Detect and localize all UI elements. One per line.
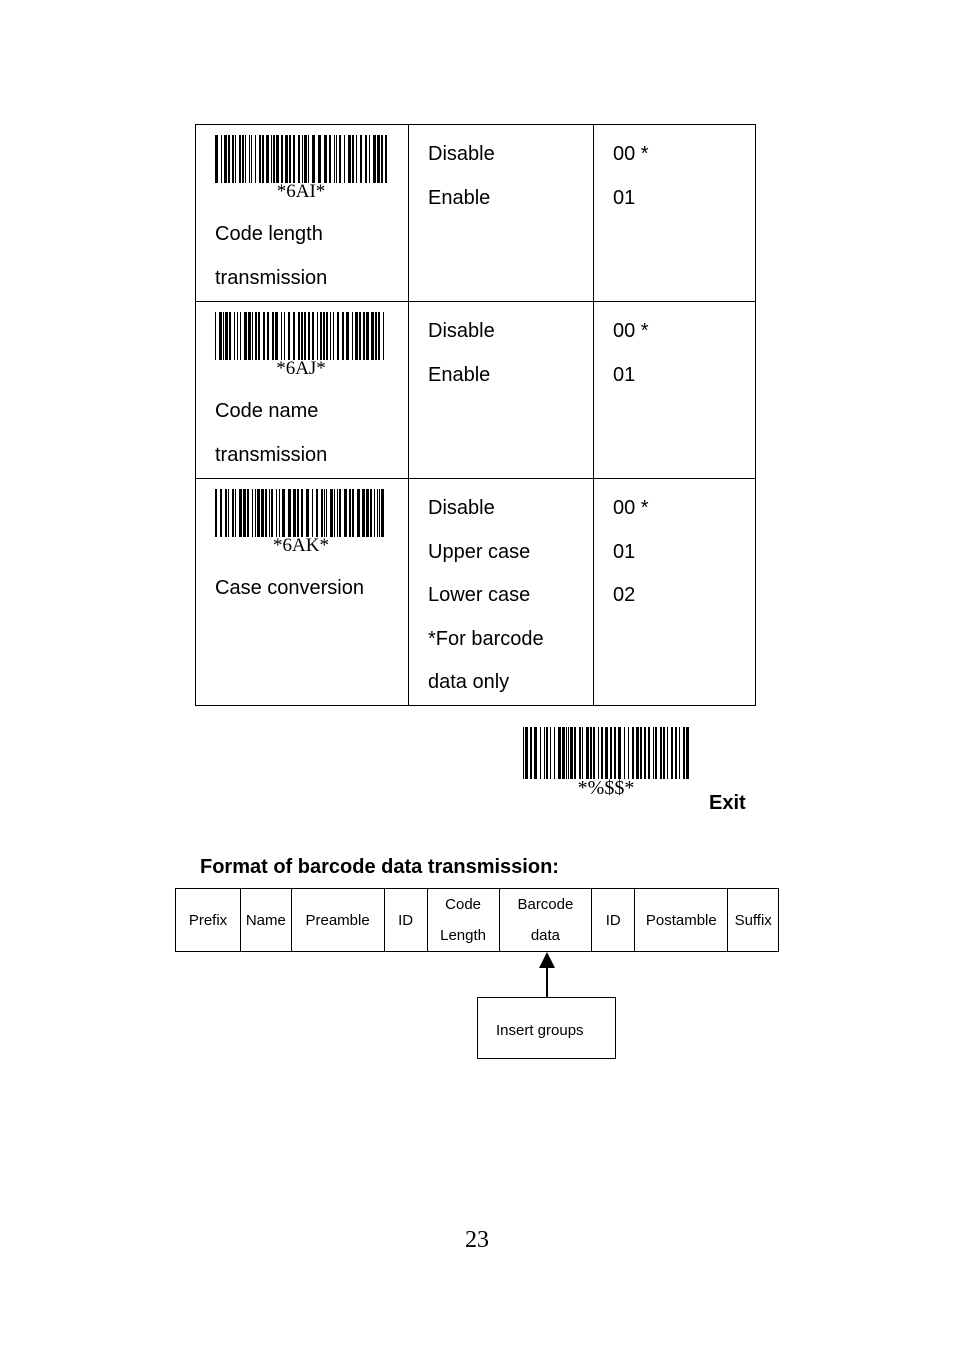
barcode-bar bbox=[281, 135, 283, 183]
cell-text: ID bbox=[398, 911, 414, 929]
barcode-bar bbox=[320, 312, 322, 360]
cell-text: Prefix bbox=[188, 911, 228, 929]
barcode-bar bbox=[370, 489, 372, 537]
barcode-bar bbox=[355, 312, 358, 360]
barcode-bar bbox=[618, 727, 621, 779]
option-value: 00 * bbox=[613, 143, 649, 165]
option-label: Upper case bbox=[428, 540, 531, 563]
barcode-bar bbox=[312, 135, 315, 183]
barcode-bar bbox=[275, 312, 278, 360]
barcode-bar bbox=[215, 489, 217, 537]
barcode-bar bbox=[336, 135, 337, 183]
barcode-bar bbox=[544, 727, 545, 779]
barcode-bar bbox=[570, 727, 573, 779]
barcode-bar bbox=[306, 489, 309, 537]
barcode-bar bbox=[272, 312, 274, 360]
format-cell-postamble bbox=[635, 889, 728, 952]
barcode-bar bbox=[324, 135, 327, 183]
barcode-bar bbox=[339, 489, 341, 537]
barcode-bar bbox=[255, 489, 256, 537]
barcode-bar bbox=[237, 312, 238, 360]
format-row bbox=[176, 889, 779, 952]
barcode-bar bbox=[215, 135, 218, 183]
barcode-bar bbox=[667, 727, 668, 779]
exit-label: Exit bbox=[709, 792, 746, 814]
format-cell-id bbox=[384, 889, 427, 952]
barcode-bar bbox=[232, 489, 234, 537]
barcode-bar bbox=[530, 727, 532, 779]
barcode-bar bbox=[224, 135, 227, 183]
barcode-bar bbox=[239, 489, 242, 537]
barcode-bar bbox=[660, 727, 662, 779]
barcode-bar bbox=[344, 489, 347, 537]
barcode-bar bbox=[371, 312, 374, 360]
option-label: data only bbox=[428, 671, 510, 693]
barcode-bar bbox=[228, 135, 230, 183]
setting-row bbox=[196, 125, 756, 302]
barcode-bar bbox=[534, 727, 537, 779]
barcode-bar bbox=[334, 489, 335, 537]
barcode-bar bbox=[293, 312, 295, 360]
barcode-bar bbox=[288, 312, 290, 360]
barcode-bar bbox=[266, 135, 269, 183]
barcode-bar bbox=[381, 135, 383, 183]
barcode-bar bbox=[546, 727, 548, 779]
page-number: 23 bbox=[465, 1227, 489, 1253]
barcode-bar bbox=[593, 727, 595, 779]
barcode-bar bbox=[276, 489, 277, 537]
barcode-bar bbox=[244, 312, 247, 360]
exit-barcode-image[interactable] bbox=[523, 727, 689, 779]
description-line: Case conversion bbox=[215, 577, 364, 599]
barcode-bar bbox=[363, 312, 365, 360]
barcode-bar bbox=[525, 727, 528, 779]
barcode-bar bbox=[381, 489, 384, 537]
barcode-bar bbox=[628, 727, 629, 779]
format-table bbox=[175, 888, 779, 952]
barcode-bar bbox=[375, 312, 377, 360]
barcode-bar bbox=[348, 135, 351, 183]
option-label: Disable bbox=[428, 320, 495, 342]
barcode-bar bbox=[324, 489, 325, 537]
barcode-bar bbox=[640, 727, 642, 779]
barcode-bar bbox=[632, 727, 634, 779]
barcode-bar bbox=[554, 727, 555, 779]
setting-values bbox=[594, 125, 755, 220]
barcode-bar bbox=[293, 489, 296, 537]
setting-options bbox=[409, 125, 593, 220]
barcode-bar bbox=[334, 135, 335, 183]
barcode-bar bbox=[243, 489, 246, 537]
barcode-bar bbox=[624, 727, 625, 779]
setting-values bbox=[594, 479, 755, 618]
barcode-bar bbox=[346, 312, 349, 360]
barcode-bar bbox=[377, 135, 380, 183]
barcode-bar bbox=[288, 489, 291, 537]
barcode-bar bbox=[271, 135, 272, 183]
setting-options bbox=[409, 479, 593, 705]
barcode-bar bbox=[550, 727, 551, 779]
barcode-bar bbox=[330, 312, 331, 360]
format-cell-name bbox=[241, 889, 292, 952]
barcode-bar bbox=[352, 489, 354, 537]
barcode-bar bbox=[252, 489, 253, 537]
exit-barcode-code: *%$$* bbox=[577, 777, 635, 799]
barcode-bar bbox=[301, 312, 303, 360]
insert-groups-box bbox=[477, 997, 616, 1059]
barcode-bar bbox=[281, 312, 282, 360]
barcode-bar bbox=[225, 489, 227, 537]
barcode-bar bbox=[582, 727, 583, 779]
barcode-bar bbox=[273, 135, 275, 183]
setting-row bbox=[196, 302, 756, 479]
barcode-bar bbox=[562, 727, 565, 779]
barcode-bar bbox=[323, 312, 325, 360]
barcode-bar bbox=[232, 135, 234, 183]
barcode-bar bbox=[258, 312, 260, 360]
barcode-bar bbox=[379, 489, 380, 537]
barcode-bar bbox=[523, 727, 524, 779]
barcode-bar bbox=[337, 312, 339, 360]
format-cell-preamble bbox=[291, 889, 384, 952]
barcode-bar bbox=[304, 135, 307, 183]
barcode-bar bbox=[655, 727, 657, 779]
barcode-bar bbox=[215, 312, 216, 360]
barcode-bar bbox=[385, 135, 387, 183]
barcode-bar bbox=[304, 312, 306, 360]
option-label: Enable bbox=[428, 363, 491, 386]
barcode-bar bbox=[374, 489, 375, 537]
barcode-bar bbox=[248, 312, 251, 360]
barcode-bar bbox=[540, 727, 541, 779]
barcode-bar bbox=[366, 489, 369, 537]
barcode-bar bbox=[679, 727, 680, 779]
barcode-bar bbox=[574, 727, 576, 779]
setting-description bbox=[215, 567, 364, 611]
insert-groups-label: Insert groups bbox=[496, 1022, 584, 1039]
format-cell-suffix bbox=[728, 889, 779, 952]
barcode-bar bbox=[675, 727, 677, 779]
barcode-bar bbox=[257, 489, 260, 537]
barcode-bar bbox=[686, 727, 689, 779]
barcode-bar bbox=[352, 312, 353, 360]
barcode-bar bbox=[663, 727, 665, 779]
description-line: transmission bbox=[215, 266, 328, 289]
barcode-bar bbox=[344, 135, 345, 183]
barcode-bar bbox=[285, 135, 288, 183]
barcode-bar bbox=[357, 489, 360, 537]
cell-text: Length bbox=[440, 927, 487, 944]
barcode-bar bbox=[301, 489, 303, 537]
barcode-image[interactable] bbox=[215, 135, 387, 183]
barcode-bar bbox=[279, 489, 280, 537]
format-title: Format of barcode data transmission: bbox=[200, 856, 559, 878]
barcode-bar bbox=[247, 489, 249, 537]
barcode-bar bbox=[220, 489, 222, 537]
barcode-bar bbox=[369, 135, 370, 183]
barcode-bar bbox=[225, 312, 228, 360]
barcode-bar bbox=[321, 489, 323, 537]
barcode-bar bbox=[333, 312, 334, 360]
barcode-bar bbox=[261, 489, 264, 537]
option-label: Disable bbox=[428, 143, 495, 165]
barcode-bar bbox=[262, 135, 264, 183]
settings-table bbox=[195, 124, 756, 706]
barcode-bar bbox=[614, 727, 616, 779]
cell-text: data bbox=[530, 927, 561, 944]
barcode-bar bbox=[558, 727, 561, 779]
option-value: 01 bbox=[613, 186, 636, 209]
barcode-bar bbox=[653, 727, 654, 779]
barcode-bar bbox=[683, 727, 685, 779]
setting-description bbox=[215, 213, 327, 300]
barcode-bar bbox=[579, 727, 581, 779]
option-value: 01 bbox=[613, 540, 636, 563]
barcode-bar bbox=[610, 727, 612, 779]
barcode-bar bbox=[318, 135, 321, 183]
format-cell-code-length bbox=[427, 889, 499, 952]
barcode-bar bbox=[312, 489, 313, 537]
barcode-bar bbox=[255, 135, 256, 183]
barcode-bar bbox=[365, 135, 367, 183]
format-cell-barcode-data bbox=[499, 889, 592, 952]
barcode-bar bbox=[308, 135, 309, 183]
setting-description bbox=[215, 390, 327, 477]
barcode-bar bbox=[339, 135, 341, 183]
cell-text: Name bbox=[245, 911, 286, 929]
barcode-bar bbox=[239, 135, 241, 183]
option-value: 00 * bbox=[613, 320, 649, 342]
barcode-bar bbox=[289, 135, 291, 183]
barcode-bar bbox=[271, 489, 273, 537]
option-value: 02 bbox=[613, 584, 636, 606]
barcode-bar bbox=[229, 312, 231, 360]
barcode-bar bbox=[219, 312, 222, 360]
barcode-bar bbox=[337, 489, 338, 537]
barcode-bar bbox=[671, 727, 673, 779]
barcode-bar bbox=[228, 489, 229, 537]
barcode-bar bbox=[251, 135, 252, 183]
barcode-bar bbox=[352, 135, 354, 183]
insert-arrow-icon bbox=[537, 952, 557, 998]
barcode-bar bbox=[245, 135, 246, 183]
option-label: Lower case bbox=[428, 584, 531, 606]
cell-text: Barcode bbox=[517, 896, 574, 913]
barcode-bar bbox=[568, 727, 569, 779]
barcode-bar bbox=[282, 489, 285, 537]
barcode-bar bbox=[255, 312, 257, 360]
barcode-bar bbox=[326, 312, 328, 360]
barcode-bar bbox=[605, 727, 608, 779]
barcode-bar bbox=[312, 312, 314, 360]
barcode-bar bbox=[234, 312, 235, 360]
barcode-bar bbox=[259, 135, 261, 183]
option-label: Disable bbox=[428, 497, 495, 519]
barcode-bar bbox=[326, 489, 327, 537]
barcode-bar bbox=[267, 312, 269, 360]
barcode-bar bbox=[566, 727, 567, 779]
barcode-code: *6AK* bbox=[273, 535, 329, 556]
setting-values bbox=[594, 302, 755, 397]
barcode-bar bbox=[284, 312, 285, 360]
option-value: 01 bbox=[613, 363, 636, 386]
barcode-code: *6AJ* bbox=[276, 358, 326, 379]
barcode-bar bbox=[302, 135, 303, 183]
barcode-bar bbox=[636, 727, 639, 779]
barcode-bar bbox=[586, 727, 589, 779]
barcode-bar bbox=[378, 312, 380, 360]
cell-text: Code bbox=[445, 896, 481, 913]
barcode-bar bbox=[221, 135, 222, 183]
barcode-bar bbox=[263, 312, 265, 360]
barcode-bar bbox=[349, 489, 351, 537]
cell-text: Preamble bbox=[305, 911, 370, 929]
barcode-bar bbox=[329, 135, 331, 183]
barcode-bar bbox=[590, 727, 592, 779]
format-cell-id bbox=[592, 889, 635, 952]
barcode-bar bbox=[383, 312, 384, 360]
barcode-bar bbox=[316, 489, 318, 537]
option-value: 00 * bbox=[613, 497, 649, 519]
barcode-code: *6AI* bbox=[276, 181, 326, 202]
description-line: Code length bbox=[215, 223, 323, 245]
barcode-bar bbox=[373, 135, 376, 183]
barcode-bar bbox=[252, 312, 253, 360]
barcode-bar bbox=[362, 489, 365, 537]
barcode-bar bbox=[330, 489, 333, 537]
option-label: Enable bbox=[428, 186, 491, 209]
barcode-bar bbox=[293, 135, 295, 183]
setting-options bbox=[409, 302, 593, 397]
barcode-bar bbox=[242, 135, 244, 183]
barcode-image[interactable] bbox=[215, 489, 387, 537]
barcode-bar bbox=[366, 312, 369, 360]
option-label: *For barcode bbox=[428, 627, 544, 650]
setting-row bbox=[196, 479, 756, 706]
barcode-bar bbox=[265, 489, 267, 537]
format-cell-prefix bbox=[176, 889, 241, 952]
barcode-bar bbox=[308, 312, 310, 360]
barcode-bar bbox=[648, 727, 650, 779]
barcode-bar bbox=[360, 135, 362, 183]
barcode-bar bbox=[644, 727, 646, 779]
barcode-bar bbox=[240, 312, 241, 360]
barcode-bar bbox=[317, 312, 318, 360]
barcode-bar bbox=[235, 489, 236, 537]
cell-text: Suffix bbox=[734, 911, 772, 929]
description-line: transmission bbox=[215, 443, 328, 466]
barcode-image[interactable] bbox=[215, 312, 387, 360]
cell-text: ID bbox=[605, 911, 621, 929]
barcode-bar bbox=[342, 312, 344, 360]
barcode-bar bbox=[298, 312, 300, 360]
barcode-bar bbox=[249, 135, 250, 183]
cell-text: Postamble bbox=[645, 911, 717, 929]
barcode-bar bbox=[235, 135, 236, 183]
barcode-bar bbox=[377, 489, 378, 537]
barcode-bar bbox=[276, 135, 279, 183]
barcode-bar bbox=[298, 135, 300, 183]
description-line: Code name bbox=[215, 400, 319, 422]
barcode-bar bbox=[598, 727, 599, 779]
barcode-bar bbox=[359, 312, 361, 360]
barcode-bar bbox=[269, 489, 270, 537]
barcode-bar bbox=[356, 135, 357, 183]
barcode-bar bbox=[297, 489, 299, 537]
barcode-bar bbox=[223, 312, 224, 360]
barcode-bar bbox=[601, 727, 603, 779]
